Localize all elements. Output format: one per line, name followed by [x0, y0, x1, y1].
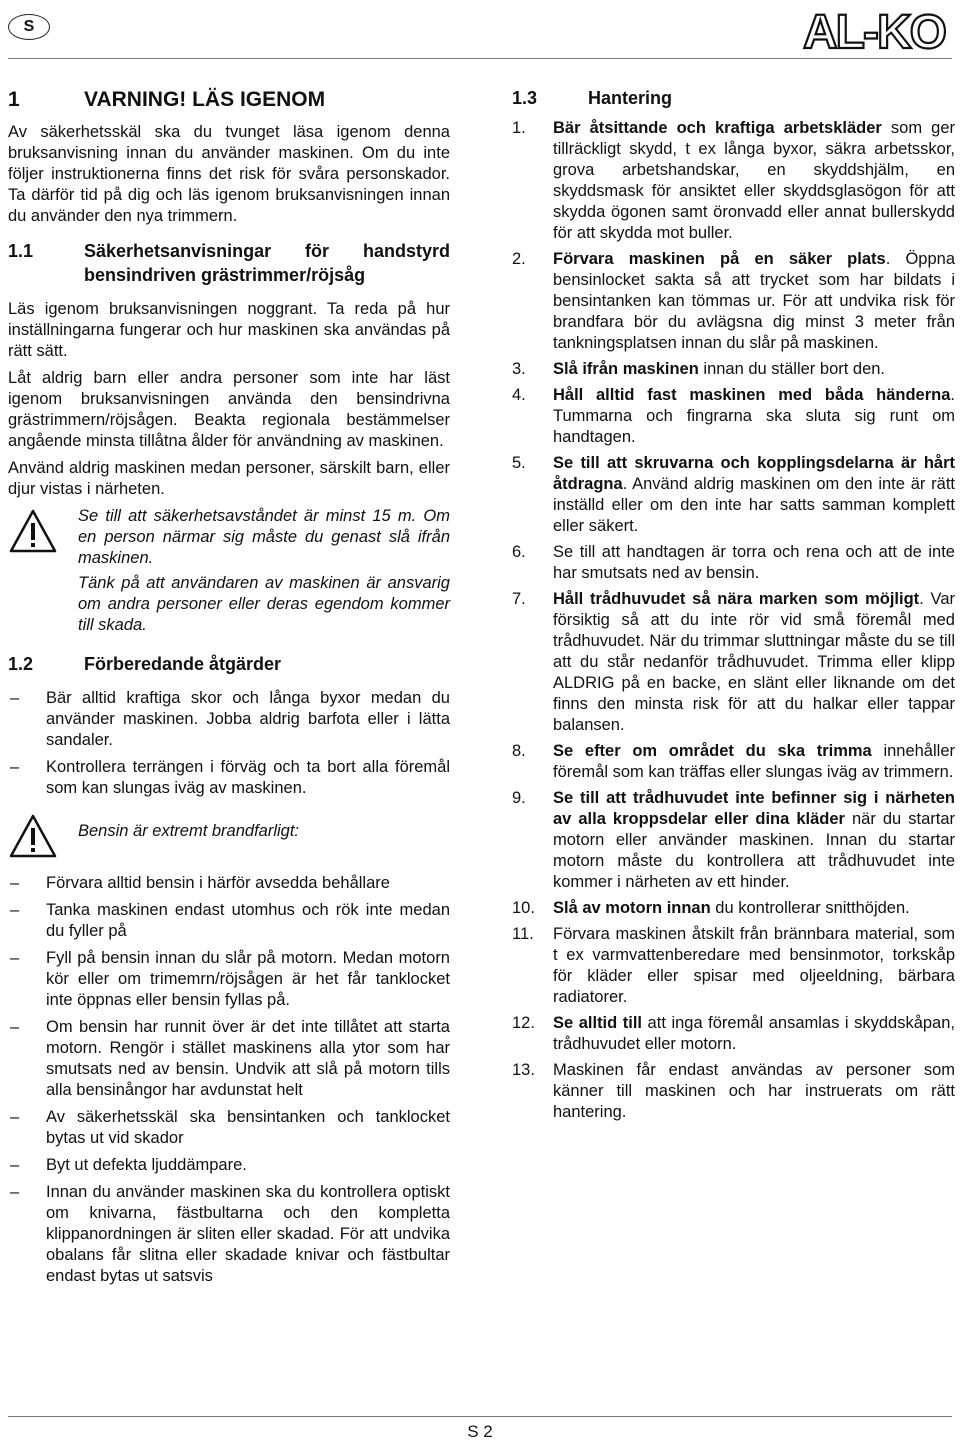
item-text: Förvara maskinen på en säker plats. Öppna bensinlocket sakta så att trycket som har bildats i bensintanken kan tömmas ur. För att undvika risk för brandfara bör du avlägsna dig minst 3 meter från tankningsplatsen innan du slår på maskinen. [553, 250, 955, 352]
list-item: – Byt ut defekta ljuddämpare. [10, 1156, 247, 1174]
section-1-3-heading [512, 86, 955, 110]
item-number: 2. [512, 250, 526, 268]
item-text: Se efter om området du ska trimma innehåller föremål som kan träffas eller slungas iväg av trimmern. [553, 742, 955, 781]
list-item [512, 898, 955, 919]
item-number: 10. [512, 899, 535, 917]
list-item [512, 1060, 955, 1123]
paragraph: Använd aldrig maskinen medan personer, särskilt barn, eller djur vistas i närheten. [8, 459, 450, 498]
safety-distance-warning [8, 506, 450, 640]
item-number: 11. [512, 925, 534, 943]
alko-logo [794, 4, 954, 61]
fuel-list [8, 873, 450, 1287]
item-number: 9. [512, 789, 526, 807]
item-number: 1. [512, 119, 526, 137]
item-text: Se till att handtagen är torra och rena och att de inte har smutsats ned av bensin. [553, 543, 955, 582]
section-1-intro: Av säkerhetsskäl ska du tvunget läsa igenom denna bruksanvisning innan du använder maskinen. Om du inte följer instruktionerna finns det risk för svåra personskador. Ta därför tid på dig och läs igenom bruksanvisningen innan du använder den nya trimmern. [8, 123, 450, 225]
list-item [512, 741, 955, 783]
section-title: VARNING! LÄS IGENOM [84, 88, 326, 111]
warning-text: Bensin är extremt brandfarligt: [78, 822, 300, 840]
section-title: Förberedande åtgärder [84, 654, 282, 674]
section-number: 1.1 [8, 241, 34, 261]
item-text: Slå av motorn innan du kontrollerar snitthöjden. [553, 899, 910, 917]
list-item [512, 118, 955, 244]
list-item [512, 589, 955, 736]
svg-text:AL-KO: AL-KO [803, 6, 945, 56]
item-text: Se till att trådhuvudet inte befinner sig i närheten av alla kroppsdelar eller dina kläder när du startar motorn eller använder maskinen. Innan du startar motorn måste du kontrollera att trådhuvudet inte kommer i närheten av ett hinder. [553, 789, 956, 891]
list-item: – Fyll på bensin innan du slår på motorn. Medan motorn kör eller om trimemrn/röjsågen är het får tanklocket inte öppnas eller bensin fyllas på. [10, 949, 450, 1009]
list-item [512, 542, 955, 584]
list-item [512, 249, 955, 354]
list-item: – Tanka maskinen endast utomhus och rök inte medan du fyller på [10, 901, 450, 940]
section-title: Hantering [588, 88, 673, 108]
item-text: Maskinen får endast användas av personer som känner till maskinen och har instruerats om rätt hantering. [553, 1061, 955, 1121]
item-text: Bär åtsittande och kraftiga arbetskläder som ger tillräckligt skydd, t ex långa byxor, säkra arbetsskor, grova arbetshandskar, en skyddshjälm, en skyddsmask för ansiktet eller skyddsglasögon för att skydda ögonen samt öronvadd eller annat bullerskydd för att skydda mot buller. [553, 119, 955, 242]
page-number: S 2 [467, 1422, 493, 1441]
section-1-1-heading [8, 239, 450, 287]
right-column [512, 86, 955, 1128]
language-badge: S [8, 14, 50, 40]
paragraph: Läs igenom bruksanvisningen noggrant. Ta reda på hur inställningarna fungerar och hur maskinen ska användas på rätt sätt. [8, 300, 450, 360]
handling-list [512, 118, 955, 1123]
item-number: 8. [512, 742, 526, 760]
list-item [512, 1013, 955, 1055]
item-number: 7. [512, 590, 526, 608]
warning-text: Tänk på att användaren av maskinen är ansvarig om andra personer eller deras egendom kommer till skada. [78, 574, 450, 634]
list-item [512, 453, 955, 537]
list-item: – Bär alltid kraftiga skor och långa byxor medan du använder maskinen. Jobba aldrig barfota eller i lätta sandaler. [10, 689, 450, 749]
item-number: 4. [512, 386, 526, 404]
list-item [512, 924, 955, 1008]
fuel-warning [8, 811, 450, 865]
item-number: 5. [512, 454, 526, 472]
item-text: Håll trådhuvudet så nära marken som möjligt. Var försiktig så att du inte rör vid små föremål med trådhuvudet. När du trimmar sluttningar måste du se till att du står nedanför trådhuvudet. Trimma eller klipp ALDRIG på en backe, en slänt eller liknande om det finns den minsta risk för att du halkar eller tappar balansen. [553, 590, 956, 734]
warning-text: Se till att säkerhetsavståndet är minst 15 m. Om en person närmar sig måste du genast slå ifrån maskinen. [78, 507, 450, 567]
item-number: 6. [512, 543, 526, 561]
section-number: 1.3 [512, 88, 538, 108]
list-item: – Innan du använder maskinen ska du kontrollera optiskt om knivarna, fästbultarna och den kompletta klippanordningen är sliten eller skadad. För att undvika obalans får slitna eller skadade knivar och fästbultar endast bytas ut satsvis [10, 1183, 450, 1285]
section-1-2-heading [8, 652, 450, 676]
item-text: Se till att skruvarna och kopplingsdelarna är hårt åtdragna. Använd aldrig maskinen om den inte är rätt inställd eller om den inte har satts samman komplett eller säkert. [553, 454, 955, 535]
list-item [512, 788, 955, 893]
list-item: – Kontrollera terrängen i förväg och ta bort alla föremål som kan slungas iväg av maskinen. [10, 758, 450, 797]
section-title: Säkerhetsanvisningar för handstyrd bensindriven grästrimmer/röjsåg [84, 241, 450, 285]
list-item [512, 359, 955, 380]
header-divider [8, 58, 952, 59]
item-text: Se alltid till att inga föremål ansamlas i skyddskåpan, trådhuvudet eller motorn. [553, 1014, 955, 1053]
item-number: 3. [512, 360, 526, 378]
item-text: Håll alltid fast maskinen med båda händerna. Tummarna och fingrarna ska sluta sig runt om handtagen. [553, 386, 955, 446]
footer-divider [8, 1416, 952, 1417]
item-text: Slå ifrån maskinen innan du ställer bort den. [553, 360, 886, 378]
warning-triangle-icon [8, 811, 78, 865]
item-text: Förvara maskinen åtskilt från brännbara material, som t ex varmvattenberedare med bensinmotor, torkskåp för kläder eller spisar med oljeeldning, bärbara radiatorer. [553, 925, 955, 1006]
section-number: 1 [8, 88, 20, 111]
list-item: – Om bensin har runnit över är det inte tillåtet att starta motorn. Rengör i stället maskinens alla ytor som har smutsats ned av bensin. Undvik att slå på motorn tills alla bensinångor har avdunstat helt [10, 1018, 450, 1099]
item-number: 12. [512, 1014, 535, 1032]
warning-triangle-icon [8, 506, 78, 640]
left-column [8, 86, 450, 1293]
preparation-list [8, 688, 450, 799]
item-number: 13. [512, 1061, 535, 1079]
list-item [512, 385, 955, 448]
section-1-heading [8, 86, 450, 114]
section-number: 1.2 [8, 654, 34, 674]
list-item: – Förvara alltid bensin i härför avsedda behållare [10, 874, 390, 892]
list-item: – Av säkerhetsskäl ska bensintanken och tanklocket bytas ut vid skador [10, 1108, 450, 1147]
paragraph: Låt aldrig barn eller andra personer som inte har läst igenom bruksanvisningen använda den bensindrivna grästrimmern/röjsågen. Beakta regionala bestämmelser angående minsta tillåtna ålder för användning av maskinen. [8, 369, 450, 450]
